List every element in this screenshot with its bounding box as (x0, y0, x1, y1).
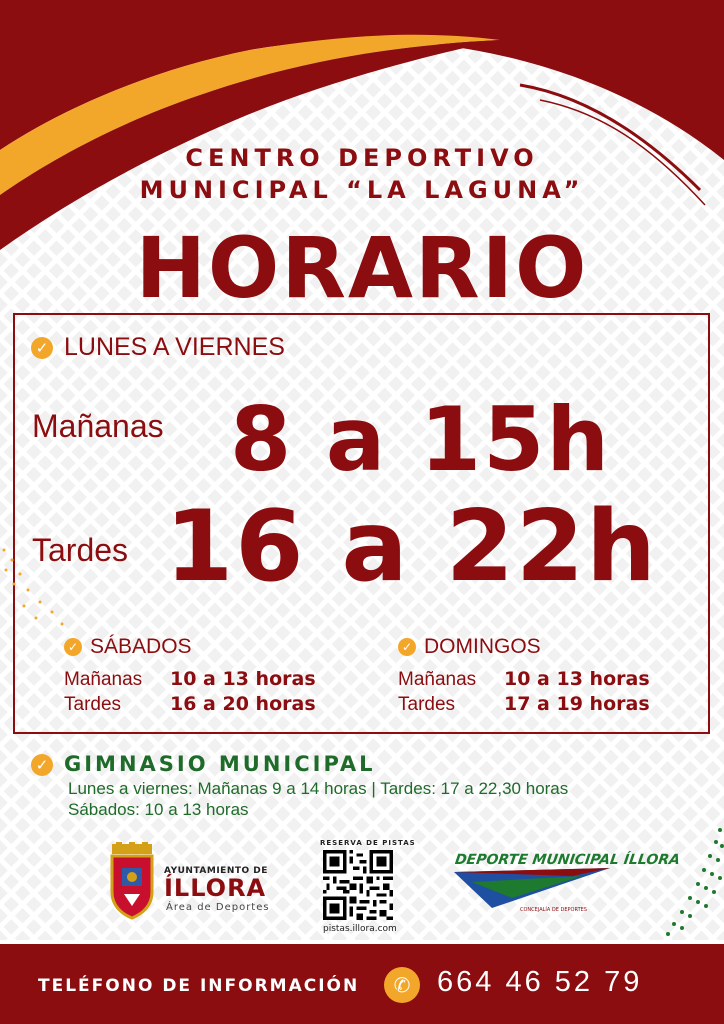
qr-title: RESERVA DE PISTAS (320, 839, 416, 847)
header-line-2: MUNICIPAL “LA LAGUNA” (139, 176, 585, 204)
saturday-afternoon-row (64, 693, 316, 716)
check-circle-icon: ✓ (31, 337, 53, 359)
weekdays-afternoon-label: Tardes (32, 532, 129, 568)
deporte-municipal-title: DEPORTE MUNICIPAL ÍLLORA (453, 852, 681, 868)
sunday-afternoon-row (398, 693, 650, 716)
ayuntamiento-label: AYUNTAMIENTO DE (164, 866, 268, 876)
check-circle-icon: ✓ (398, 638, 416, 656)
header-line-1: CENTRO DEPORTIVO (185, 144, 539, 172)
saturday-heading: SÁBADOS (90, 635, 192, 658)
crest-icon (106, 842, 158, 922)
ayuntamiento-name: ÍLLORA (164, 874, 267, 902)
sunday-heading: DOMINGOS (424, 635, 541, 658)
saturday-morning-label: Mañanas (64, 669, 143, 690)
qr-code-icon[interactable] (323, 850, 393, 920)
qr-url[interactable]: pistas.illora.com (323, 924, 397, 934)
saturday-afternoon-hours: 16 a 20 horas (170, 693, 316, 715)
gym-saturday-hours: Sábados: 10 a 13 horas (68, 800, 249, 819)
sunday-morning-row (398, 668, 650, 691)
dots-decoration (660, 820, 724, 940)
ayuntamiento-area: Área de Deportes (166, 902, 270, 913)
saturday-morning-row (64, 668, 316, 691)
check-circle-icon: ✓ (64, 638, 82, 656)
sunday-afternoon-hours: 17 a 19 horas (504, 693, 650, 715)
weekdays-morning-hours: 8 a 15h (230, 388, 611, 491)
page-title: HORARIO (135, 219, 589, 317)
sunday-morning-label: Mañanas (398, 669, 477, 690)
deporte-municipal-subtitle: CONCEJALÍA DE DEPORTES (520, 907, 587, 913)
saturday-morning-hours: 10 a 13 horas (170, 668, 316, 690)
footer-phone-number[interactable]: 664 46 52 79 (437, 966, 643, 998)
weekdays-heading: LUNES A VIERNES (64, 333, 285, 361)
phone-icon: ✆ (384, 967, 420, 1003)
sunday-afternoon-label: Tardes (398, 694, 456, 715)
weekdays-afternoon-hours: 16 a 22h (165, 490, 658, 604)
saturday-afternoon-label: Tardes (64, 694, 122, 715)
gym-weekday-hours: Lunes a viernes: Mañanas 9 a 14 horas | Tardes: 17 a 22,30 horas (68, 779, 569, 798)
dots-decoration (0, 540, 70, 630)
check-circle-icon: ✓ (31, 754, 53, 776)
sunday-morning-hours: 10 a 13 horas (504, 668, 650, 690)
footer-phone-label: TELÉFONO DE INFORMACIÓN (38, 976, 360, 996)
gym-heading: GIMNASIO MUNICIPAL (64, 752, 376, 776)
weekdays-morning-label: Mañanas (32, 408, 164, 444)
